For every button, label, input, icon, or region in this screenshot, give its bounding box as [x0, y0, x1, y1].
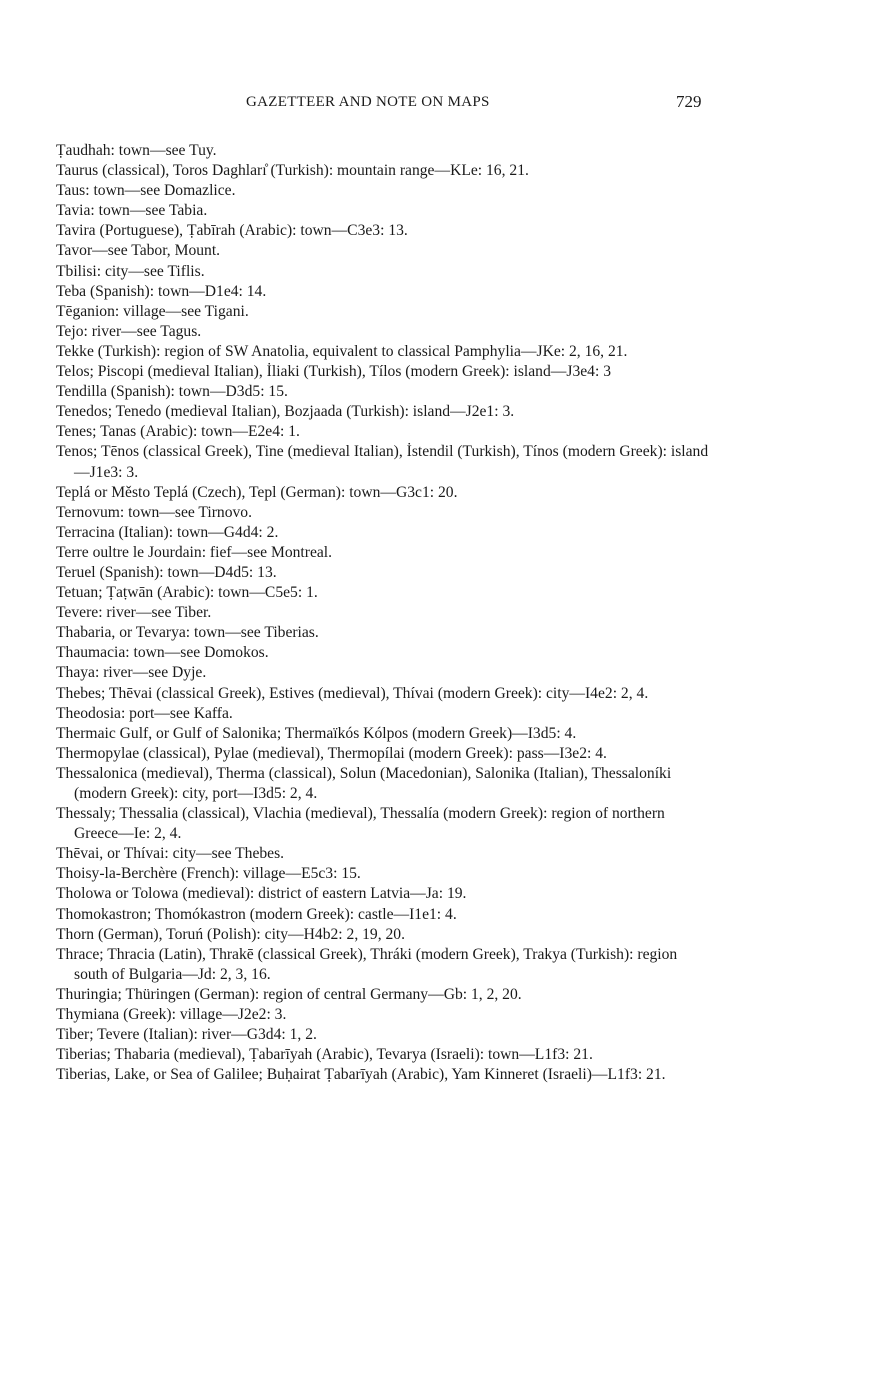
gazetteer-entry: Ṭaudhah: town—see Tuy.: [56, 142, 217, 159]
gazetteer-entry: Tiberias, Lake, or Sea of Galilee; Buḥairat Ṭabarīyah (Arabic), Yam Kinneret (Israeli)—L1f3: 21.: [56, 1066, 666, 1084]
gazetteer-entry: Thomokastron; Thomókastron (modern Greek): castle—I1e1: 4.: [56, 905, 457, 923]
gazetteer-entry: Ternovum: town—see Tirnovo.: [56, 503, 252, 521]
gazetteer-entry: Tetuan; Ṭaṭwān (Arabic): town—C5e5: 1.: [56, 584, 318, 602]
gazetteer-entry: Tenes; Tanas (Arabic): town—E2e4: 1.: [56, 423, 300, 441]
gazetteer-entry: Tendilla (Spanish): town—D3d5: 15.: [56, 383, 288, 401]
gazetteer-entry: Thēvai, or Thívai: city—see Thebes.: [56, 845, 285, 863]
gazetteer-entry: Teba (Spanish): town—D1e4: 14.: [56, 282, 267, 300]
gazetteer-entry: Thoisy-la-Berchère (French): village—E5c3: 15.: [56, 865, 361, 883]
gazetteer-entry: Telos; Piscopi (medieval Italian), İliaki (Turkish), Tílos (modern Greek): island—J3e4: 3: [56, 363, 611, 381]
gazetteer-entry: Teruel (Spanish): town—D4d5: 13.: [56, 563, 277, 581]
gazetteer-entry: Tevere: river—see Tiber.: [56, 604, 212, 622]
gazetteer-entry: Tejo: river—see Tagus.: [56, 322, 202, 340]
gazetteer-entry: Tenedos; Tenedo (medieval Italian), Bozjaada (Turkish): island—J2e1: 3.: [56, 403, 515, 421]
gazetteer-entry: Terracina (Italian): town—G4d4: 2.: [56, 523, 279, 541]
gazetteer-entry: Tenos; Tēnos (classical Greek), Tine (medieval Italian), İstendil (Turkish), Tínos (modern Greek): island—J1e3: 3.: [56, 443, 709, 481]
gazetteer-entry: Tiberias; Thabaria (medieval), Ṭabarīyah (Arabic), Tevarya (Israeli): town—L1f3: 21.: [56, 1046, 593, 1064]
page-number: 729: [676, 92, 702, 111]
gazetteer-entries: [56, 141, 712, 1085]
gazetteer-entry: Thessalonica (medieval), Therma (classical), Solun (Macedonian), Salonika (Italian), Thessaloníki (modern Greek): city, port—I3d5: 2, 4.: [56, 764, 672, 802]
gazetteer-entry: Tavia: town—see Tabia.: [56, 202, 208, 220]
gazetteer-entry: Thebes; Thēvai (classical Greek), Estives (medieval), Thívai (modern Greek): city—I4e2: 2, 4.: [56, 684, 649, 702]
gazetteer-entry: Tholowa or Tolowa (medieval): district of eastern Latvia—Ja: 19.: [56, 885, 467, 903]
gazetteer-entry: Terre oultre le Jourdain: fief—see Montreal.: [56, 543, 333, 561]
gazetteer-entry: Tavor—see Tabor, Mount.: [56, 242, 221, 260]
gazetteer-entry: Thaya: river—see Dyje.: [56, 664, 207, 682]
gazetteer-entry: Taus: town—see Domazlice.: [56, 182, 236, 200]
gazetteer-entry: Tekke (Turkish): region of SW Anatolia, equivalent to classical Pamphylia—JKe: 2, 16, 21.: [56, 342, 628, 360]
gazetteer-entry: Thessaly; Thessalia (classical), Vlachia (medieval), Thessalía (modern Greek): region of northern Greece—Ie: 2, 4.: [56, 805, 665, 843]
gazetteer-entry: Tiber; Tevere (Italian): river—G3d4: 1, 2.: [56, 1026, 317, 1044]
page-header: [0, 92, 872, 116]
gazetteer-entry: Thorn (German), Toruń (Polish): city—H4b2: 2, 19, 20.: [56, 925, 406, 943]
running-head: GAZETTEER AND NOTE ON MAPS: [246, 94, 490, 110]
gazetteer-entry: Thermopylae (classical), Pylae (medieval), Thermopílai (modern Greek): pass—I3e2: 4.: [56, 744, 607, 762]
gazetteer-entry: Thuringia; Thüringen (German): region of central Germany—Gb: 1, 2, 20.: [56, 985, 522, 1003]
gazetteer-entry: Theodosia: port—see Kaffa.: [56, 704, 233, 722]
gazetteer-entry: Tbilisi: city—see Tiflis.: [56, 262, 205, 280]
gazetteer-entry: Thrace; Thracia (Latin), Thrakē (classical Greek), Thráki (modern Greek), Trakya (Turkish): region south of Bulgaria—Jd: 2, 3, 16.: [56, 945, 678, 983]
gazetteer-entry: Thymiana (Greek): village—J2e2: 3.: [56, 1006, 287, 1024]
gazetteer-entry: Thermaic Gulf, or Gulf of Salonika; Thermaïkós Kólpos (modern Greek)—I3d5: 4.: [56, 724, 577, 742]
gazetteer-entry: Tēganion: village—see Tigani.: [56, 302, 249, 320]
gazetteer-entry: Thabaria, or Tevarya: town—see Tiberias.: [56, 624, 319, 642]
gazetteer-entry: Thaumacia: town—see Domokos.: [56, 644, 269, 662]
gazetteer-entry: Taurus (classical), Toros Daghları̊ (Turkish): mountain range—KLe: 16, 21.: [56, 162, 529, 180]
gazetteer-entry: Teplá or Město Teplá (Czech), Tepl (German): town—G3c1: 20.: [56, 483, 458, 501]
gazetteer-entry: Tavira (Portuguese), Ṭabīrah (Arabic): town—C3e3: 13.: [56, 222, 408, 240]
